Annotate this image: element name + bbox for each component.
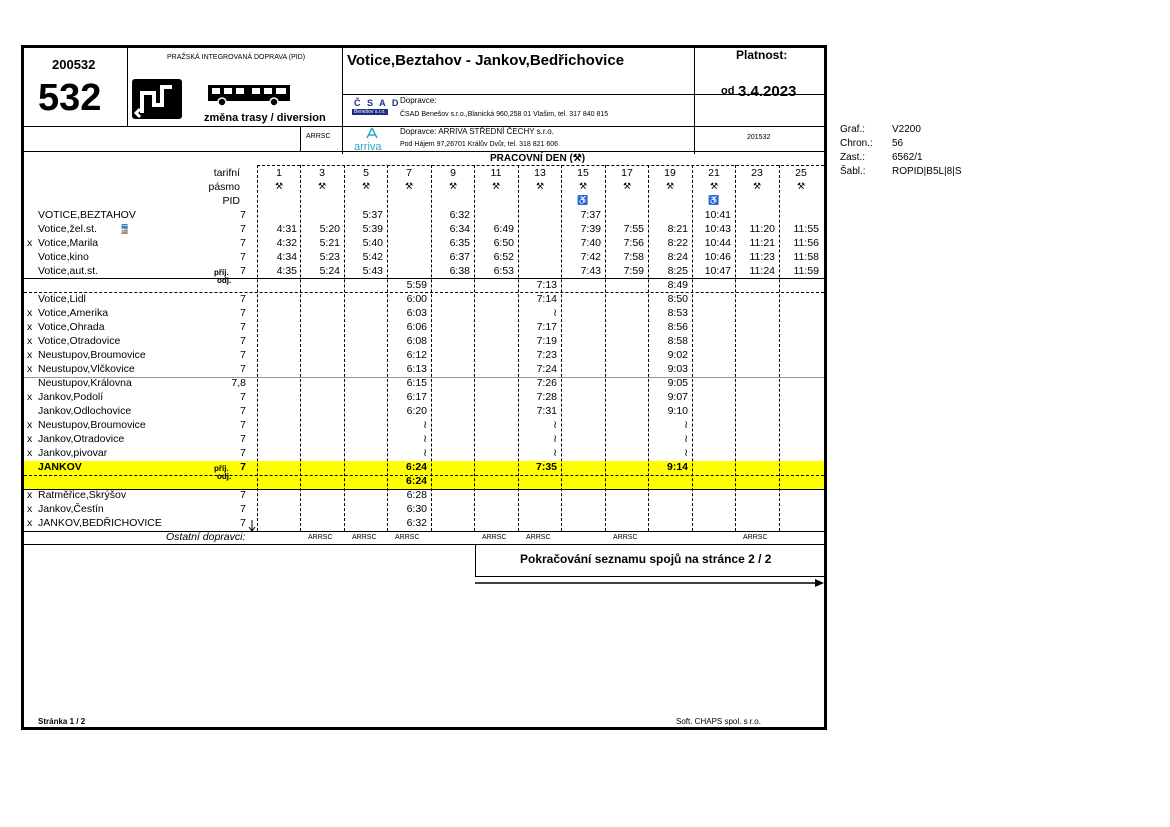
departure-time: 6:17	[406, 391, 427, 403]
arrow-right-icon	[475, 575, 825, 593]
optional-stop-marker: x	[27, 237, 33, 249]
departure-time: 7:37	[580, 209, 601, 221]
departure-time: 6:37	[449, 251, 470, 263]
departure-time: 6:24	[405, 475, 427, 487]
departure-time: 7:13	[536, 279, 557, 291]
optional-stop-marker: x	[27, 349, 33, 361]
row-separator	[24, 292, 824, 293]
graf-label: Graf.:	[840, 124, 866, 135]
trip-number: 21	[708, 167, 720, 179]
stop-name: Neustupov,Vlčkovice	[38, 363, 135, 375]
departure-time: 5:43	[362, 265, 383, 277]
stop-name: Votice,Otradovice	[38, 335, 121, 347]
column-divider	[431, 165, 432, 531]
operator2-code: ARRSC	[306, 133, 331, 140]
row-separator	[24, 278, 824, 279]
zone-header-3: PID	[222, 195, 240, 207]
departure-time: 7:55	[623, 223, 644, 235]
departure-time: ≀	[684, 447, 688, 459]
trip-number: 23	[751, 167, 763, 179]
graf-value: V2200	[892, 124, 921, 135]
stop-name: Jankov,Otradovice	[38, 433, 125, 445]
software-credit: Soft. CHAPS spol. s r.o.	[676, 717, 761, 726]
departure-time: 5:21	[319, 237, 340, 249]
departure-time: 11:23	[749, 251, 775, 263]
continuation-note: Pokračování seznamu spojů na stránce 2 / 2	[520, 552, 772, 566]
departure-time: 7:56	[623, 237, 644, 249]
tariff-zone: 7	[240, 223, 246, 235]
tariff-zone: 7	[240, 349, 246, 361]
departure-time: 9:03	[667, 363, 688, 375]
arrival-label: příj.	[214, 464, 229, 473]
carrier-code: ARRSC	[308, 534, 333, 541]
operator1-info: ČSAD Benešov s.r.o.,Blanická 960,258 01 Vlašim, tel. 317 840 815	[400, 111, 609, 118]
departure-time: 6:24	[405, 461, 427, 473]
departure-label: odj.	[217, 472, 232, 481]
departure-time: 5:39	[362, 223, 383, 235]
train-icon: 🚆	[119, 224, 131, 234]
stop-name: Jankov,Odlochovice	[38, 405, 132, 417]
departure-time: 6:34	[449, 223, 470, 235]
column-divider	[257, 165, 258, 531]
stop-name: Jankov,Čestín	[38, 503, 104, 515]
line-number: 532	[38, 77, 102, 119]
departure-time: 7:59	[623, 265, 644, 277]
departure-time: 5:23	[319, 251, 340, 263]
optional-stop-marker: x	[27, 307, 33, 319]
optional-stop-marker: x	[27, 419, 33, 431]
line-code: 200532	[52, 57, 96, 72]
trip-number: 11	[490, 167, 502, 179]
departure-time: 6:20	[406, 405, 427, 417]
departure-time: 8:56	[667, 321, 688, 333]
stop-name: VOTICE,BEZTAHOV	[38, 209, 136, 221]
departure-time: ≀	[553, 419, 557, 431]
trip-number: 7	[406, 167, 412, 179]
departure-time: 11:59	[793, 265, 819, 277]
tariff-zone: 7	[240, 447, 246, 459]
sabl-label: Šabl.:	[840, 166, 866, 177]
column-divider	[518, 165, 519, 531]
workday-icon: ⚒	[448, 181, 458, 191]
optional-stop-marker: x	[27, 489, 33, 501]
stop-name: Votice,žel.st.	[38, 223, 97, 235]
departure-time: 6:32	[449, 209, 470, 221]
departure-time: 6:52	[493, 251, 514, 263]
trip-number: 9	[450, 167, 456, 179]
departure-time: 9:07	[667, 391, 688, 403]
departure-time: 8:21	[667, 223, 688, 235]
departure-time: ≀	[423, 433, 427, 445]
trip-number: 5	[363, 167, 369, 179]
departure-time: 5:42	[362, 251, 383, 263]
chron-label: Chron.:	[840, 138, 873, 149]
timetable-frame	[21, 45, 827, 730]
column-divider	[387, 165, 388, 531]
departure-time: 6:06	[406, 321, 427, 333]
departure-time: 5:40	[362, 237, 383, 249]
page-number: Stránka 1 / 2	[38, 717, 86, 726]
departure-time: 7:28	[536, 391, 557, 403]
workday-icon: ⚒	[274, 181, 284, 191]
tariff-zone: 7	[240, 209, 246, 221]
stop-name: Votice,kino	[38, 251, 89, 263]
arrow-down-icon	[248, 519, 256, 537]
tariff-zone: 7	[240, 517, 246, 529]
validity-date: 3.4.2023	[738, 83, 797, 100]
optional-stop-marker: x	[27, 363, 33, 375]
departure-time: 4:32	[276, 237, 297, 249]
departure-time: 4:31	[276, 223, 297, 235]
departure-time: 7:23	[536, 349, 557, 361]
workday-icon: ⚒	[752, 181, 762, 191]
stop-name: Ratměřice,Skrýšov	[38, 489, 127, 501]
optional-stop-marker: x	[27, 503, 33, 515]
column-divider	[779, 165, 780, 531]
optional-stop-marker: x	[27, 447, 33, 459]
tariff-zone: 7	[240, 461, 246, 473]
carrier-code: ARRSC	[613, 534, 638, 541]
departure-time: 7:40	[580, 237, 601, 249]
stop-name: Votice,Lidl	[38, 293, 86, 305]
trip-number: 13	[534, 167, 546, 179]
stop-name: Neustupov,Královna	[38, 377, 132, 389]
column-divider	[605, 165, 606, 531]
departure-time: 6:15	[406, 377, 427, 389]
trip-number: 3	[319, 167, 325, 179]
departure-time: 8:24	[667, 251, 688, 263]
departure-time: 7:24	[536, 363, 557, 375]
departure-time: 5:24	[319, 265, 340, 277]
workday-icon: ⚒	[361, 181, 371, 191]
zast-label: Zast.:	[840, 152, 866, 163]
departure-time: 10:46	[704, 251, 731, 263]
stop-name: Votice,Marila	[38, 237, 99, 249]
trip-number: 25	[795, 167, 807, 179]
workday-icon: ⚒	[622, 181, 632, 191]
operator2-info: Pod Hájem 97,26701 Králův Dvůr, tel. 318 821 606	[400, 141, 558, 148]
validity-prefix: od	[721, 85, 735, 97]
departure-time: 5:59	[406, 279, 427, 291]
departure-time: 6:08	[406, 335, 427, 347]
zone-header-1: tarifní	[213, 167, 240, 179]
departure-time: 10:47	[704, 265, 731, 277]
column-divider	[735, 165, 736, 531]
departure-time: 11:58	[793, 251, 819, 263]
departure-time: 6:38	[449, 265, 470, 277]
departure-time: 10:44	[704, 237, 731, 249]
workday-icon: ⚒	[404, 181, 414, 191]
column-divider	[300, 165, 301, 531]
departure-time: 7:39	[580, 223, 601, 235]
stop-name: Jankov,Podolí	[38, 391, 104, 403]
chron-value: 56	[892, 138, 904, 149]
column-divider	[344, 165, 345, 531]
departure-label: odj.	[217, 276, 232, 285]
operator1-label: Dopravce:	[400, 96, 437, 105]
departure-time: 5:20	[319, 223, 340, 235]
departure-time: 11:56	[793, 237, 819, 249]
optional-stop-marker: x	[27, 335, 33, 347]
tariff-zone: 7	[240, 265, 246, 277]
stop-name: JANKOV,BEDŘICHOVICE	[38, 517, 162, 529]
arriva-logo: arriva	[354, 141, 382, 153]
departure-time: 8:50	[667, 293, 688, 305]
departure-time: 7:17	[536, 321, 557, 333]
departure-time: 11:20	[749, 223, 775, 235]
column-divider	[692, 165, 693, 531]
workday-icon: ⚒	[491, 181, 501, 191]
carrier-code: ARRSC	[743, 534, 768, 541]
wheelchair-icon: ♿	[708, 195, 720, 205]
pid-logo-icon	[132, 79, 182, 119]
departure-time: 6:49	[493, 223, 514, 235]
carrier-code: ARRSC	[526, 534, 551, 541]
departure-time: 4:35	[276, 265, 297, 277]
departure-time: 9:14	[666, 461, 688, 473]
departure-time: 6:13	[406, 363, 427, 375]
departure-time: 6:50	[493, 237, 514, 249]
departure-time: ≀	[553, 307, 557, 319]
stop-name: Neustupov,Broumovice	[38, 349, 146, 361]
departure-time: 7:31	[536, 405, 557, 417]
arriva-icon	[365, 127, 379, 145]
tariff-zone: 7	[240, 307, 246, 319]
departure-time: 8:53	[667, 307, 688, 319]
departure-time: 6:03	[406, 307, 427, 319]
stop-name: Jankov,pivovar	[38, 447, 108, 459]
departure-time: 7:43	[580, 265, 601, 277]
tariff-zone: 7	[240, 433, 246, 445]
pid-label: PRAŽSKÁ INTEGROVANÁ DOPRAVA (PID)	[167, 54, 306, 61]
trip-number: 19	[664, 167, 676, 179]
departure-time: 4:34	[276, 251, 297, 263]
tariff-zone: 7	[240, 503, 246, 515]
departure-time: ≀	[684, 419, 688, 431]
row-separator	[24, 377, 824, 378]
departure-time: ≀	[553, 433, 557, 445]
departure-time: 11:21	[749, 237, 775, 249]
optional-stop-marker: x	[27, 391, 33, 403]
column-divider	[474, 165, 475, 531]
departure-time: ≀	[684, 433, 688, 445]
stop-name: JANKOV	[38, 461, 82, 473]
row-separator	[24, 475, 824, 476]
tariff-zone: 7	[240, 251, 246, 263]
stop-name: Votice,Ohrada	[38, 321, 105, 333]
departure-time: 11:55	[793, 223, 819, 235]
departure-time: 10:43	[704, 223, 731, 235]
trip-number: 17	[621, 167, 633, 179]
operator2-label: Dopravce: ARRIVA STŘEDNÍ ČECHY s.r.o.	[400, 127, 554, 136]
day-type: PRACOVNÍ DEN (⚒)	[490, 153, 586, 164]
wheelchair-icon: ♿	[577, 195, 589, 205]
departure-time: 8:25	[667, 265, 688, 277]
tariff-zone: 7	[240, 293, 246, 305]
workday-icon: ⚒	[796, 181, 806, 191]
departure-time: 8:22	[667, 237, 688, 249]
side-info	[840, 123, 962, 179]
departure-time: 6:53	[493, 265, 514, 277]
departure-time: 6:35	[449, 237, 470, 249]
optional-stop-marker: x	[27, 517, 33, 529]
departure-time: 7:35	[535, 461, 557, 473]
departure-time: 6:32	[406, 517, 427, 529]
departure-time: ≀	[423, 419, 427, 431]
stop-name: Neustupov,Broumovice	[38, 419, 146, 431]
row-separator	[24, 489, 824, 490]
carrier-code: ARRSC	[395, 534, 420, 541]
bus-icon	[206, 83, 292, 112]
optional-stop-marker: x	[27, 433, 33, 445]
arrival-label: příj.	[214, 268, 229, 277]
departure-time: 7:58	[623, 251, 644, 263]
column-divider	[648, 165, 649, 531]
zast-value: 6562/1	[892, 152, 923, 163]
departure-time: 9:02	[667, 349, 688, 361]
tariff-zone: 7	[240, 489, 246, 501]
workday-icon: ⚒	[578, 181, 588, 191]
trip-number: 15	[577, 167, 589, 179]
departure-time: 6:30	[406, 503, 427, 515]
tariff-zone: 7	[240, 419, 246, 431]
departure-time: 7:19	[536, 335, 557, 347]
departure-time: 7:26	[536, 377, 557, 389]
tariff-zone: 7	[240, 405, 246, 417]
departure-time: 5:37	[362, 209, 383, 221]
diversion-label: změna trasy / diversion	[204, 112, 326, 124]
workday-icon: ⚒	[709, 181, 719, 191]
sabl-value: ROPID|B5L|8|S	[892, 166, 962, 177]
departure-time: 11:24	[749, 265, 775, 277]
csad-logo: Č S A D	[354, 98, 401, 108]
tariff-zone: 7,8	[231, 377, 246, 389]
departure-time: 9:10	[667, 405, 688, 417]
trip-number: 1	[276, 167, 282, 179]
csad-sub: Benešov s.r.o.	[354, 109, 386, 115]
column-divider	[561, 165, 562, 531]
departure-time: 6:28	[406, 489, 427, 501]
tariff-zone: 7	[240, 363, 246, 375]
validity-label: Platnost:	[736, 48, 788, 62]
departure-time: 9:05	[667, 377, 688, 389]
carrier-code: ARRSC	[352, 534, 377, 541]
departure-time: 10:41	[704, 209, 731, 221]
tariff-zone: 7	[240, 237, 246, 249]
other-carriers-label: Ostatní dopravci:	[166, 531, 246, 543]
tariff-zone: 7	[240, 391, 246, 403]
workday-icon: ⚒	[665, 181, 675, 191]
stop-name: Votice,aut.st.	[38, 265, 99, 277]
workday-icon: ⚒	[535, 181, 545, 191]
carrier-code: ARRSC	[482, 534, 507, 541]
stop-name: Votice,Amerika	[38, 307, 109, 319]
zone-header-2: pásmo	[208, 181, 240, 193]
route-title: Votice,Beztahov - Jankov,Bedřichovice	[347, 52, 625, 69]
departure-time: 7:14	[536, 293, 557, 305]
departure-time: 6:12	[406, 349, 427, 361]
tariff-zone: 7	[240, 335, 246, 347]
tariff-zone: 7	[240, 321, 246, 333]
departure-time: 8:58	[667, 335, 688, 347]
departure-time: 7:42	[580, 251, 601, 263]
departure-time: ≀	[423, 447, 427, 459]
optional-stop-marker: x	[27, 321, 33, 333]
workday-icon: ⚒	[317, 181, 327, 191]
departure-time: 6:00	[406, 293, 427, 305]
departure-time: 8:49	[667, 279, 688, 291]
departure-time: ≀	[553, 447, 557, 459]
number2: 201532	[747, 134, 771, 141]
